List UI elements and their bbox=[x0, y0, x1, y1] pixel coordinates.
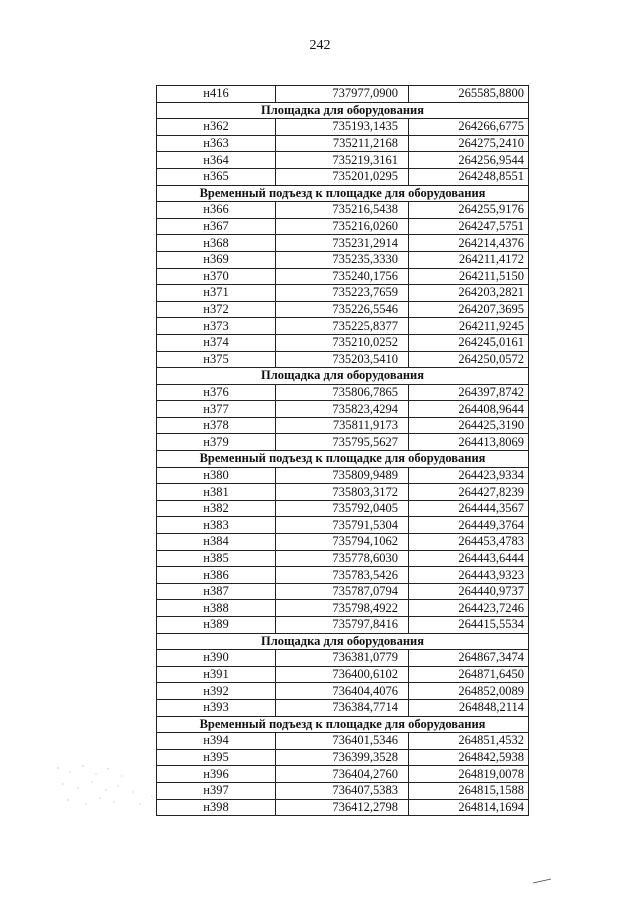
x-coordinate-cell: 736401,5346 bbox=[276, 733, 409, 750]
point-id-cell: н389 bbox=[157, 617, 276, 634]
y-coordinate-cell: 264207,3695 bbox=[409, 301, 529, 318]
point-id-cell: н374 bbox=[157, 334, 276, 351]
x-coordinate-cell: 735803,3172 bbox=[276, 484, 409, 501]
y-coordinate-cell: 264211,4172 bbox=[409, 251, 529, 268]
table-row bbox=[157, 467, 529, 484]
point-id-cell: н387 bbox=[157, 583, 276, 600]
x-coordinate-cell: 736400,6102 bbox=[276, 666, 409, 683]
table-row bbox=[157, 484, 529, 501]
table-row bbox=[157, 766, 529, 783]
x-coordinate-cell: 735811,9173 bbox=[276, 417, 409, 434]
x-coordinate-cell: 736404,2760 bbox=[276, 766, 409, 783]
y-coordinate-cell: 264415,5534 bbox=[409, 617, 529, 634]
y-coordinate-cell: 264245,0161 bbox=[409, 334, 529, 351]
table-row bbox=[157, 500, 529, 517]
y-coordinate-cell: 264819,0078 bbox=[409, 766, 529, 783]
y-coordinate-cell: 264867,3474 bbox=[409, 650, 529, 667]
y-coordinate-cell: 264408,9644 bbox=[409, 401, 529, 418]
x-coordinate-cell: 736399,3528 bbox=[276, 749, 409, 766]
table-row bbox=[157, 351, 529, 368]
point-id-cell: н364 bbox=[157, 152, 276, 169]
section-header-row bbox=[157, 633, 529, 650]
x-coordinate-cell: 735231,2914 bbox=[276, 235, 409, 252]
point-id-cell: н398 bbox=[157, 799, 276, 816]
point-id-cell: н366 bbox=[157, 202, 276, 219]
section-header-row bbox=[157, 368, 529, 385]
section-title: Временный подъезд к площадке для оборудования bbox=[157, 716, 529, 733]
y-coordinate-cell: 264444,3567 bbox=[409, 500, 529, 517]
y-coordinate-cell: 264449,3764 bbox=[409, 517, 529, 534]
table-row bbox=[157, 268, 529, 285]
point-id-cell: н395 bbox=[157, 749, 276, 766]
point-id-cell: н380 bbox=[157, 467, 276, 484]
section-title: Площадка для оборудования bbox=[157, 368, 529, 385]
y-coordinate-cell: 264852,0089 bbox=[409, 683, 529, 700]
table-row bbox=[157, 417, 529, 434]
table-row bbox=[157, 235, 529, 252]
page-number: 242 bbox=[309, 38, 331, 53]
table-row bbox=[157, 285, 529, 302]
x-coordinate-cell: 735791,5304 bbox=[276, 517, 409, 534]
point-id-cell: н367 bbox=[157, 218, 276, 235]
point-id-cell: н416 bbox=[157, 86, 276, 103]
y-coordinate-cell: 264425,3190 bbox=[409, 417, 529, 434]
point-id-cell: н363 bbox=[157, 135, 276, 152]
coordinates-table-body bbox=[157, 86, 529, 816]
point-id-cell: н390 bbox=[157, 650, 276, 667]
x-coordinate-cell: 736404,4076 bbox=[276, 683, 409, 700]
scan-mark bbox=[532, 878, 552, 884]
point-id-cell: н377 bbox=[157, 401, 276, 418]
x-coordinate-cell: 736407,5383 bbox=[276, 782, 409, 799]
point-id-cell: н383 bbox=[157, 517, 276, 534]
coordinates-table bbox=[156, 85, 529, 816]
section-title: Площадка для оборудования bbox=[157, 633, 529, 650]
section-title: Временный подъезд к площадке для оборудования bbox=[157, 451, 529, 468]
x-coordinate-cell: 735797,8416 bbox=[276, 617, 409, 634]
y-coordinate-cell: 264443,6444 bbox=[409, 550, 529, 567]
table-row bbox=[157, 119, 529, 136]
section-title: Временный подъезд к площадке для оборудования bbox=[157, 185, 529, 202]
table-row bbox=[157, 666, 529, 683]
y-coordinate-cell: 264815,1588 bbox=[409, 782, 529, 799]
x-coordinate-cell: 735794,1062 bbox=[276, 534, 409, 551]
point-id-cell: н378 bbox=[157, 417, 276, 434]
x-coordinate-cell: 735798,4922 bbox=[276, 600, 409, 617]
point-id-cell: н384 bbox=[157, 534, 276, 551]
y-coordinate-cell: 264423,9334 bbox=[409, 467, 529, 484]
x-coordinate-cell: 735783,5426 bbox=[276, 567, 409, 584]
x-coordinate-cell: 735240,1756 bbox=[276, 268, 409, 285]
table-row bbox=[157, 550, 529, 567]
x-coordinate-cell: 736384,7714 bbox=[276, 699, 409, 716]
x-coordinate-cell: 735223,7659 bbox=[276, 285, 409, 302]
table-row bbox=[157, 534, 529, 551]
x-coordinate-cell: 735216,0260 bbox=[276, 218, 409, 235]
y-coordinate-cell: 264248,8551 bbox=[409, 168, 529, 185]
x-coordinate-cell: 735809,9489 bbox=[276, 467, 409, 484]
y-coordinate-cell: 264256,9544 bbox=[409, 152, 529, 169]
y-coordinate-cell: 264851,4532 bbox=[409, 733, 529, 750]
x-coordinate-cell: 735216,5438 bbox=[276, 202, 409, 219]
section-header-row bbox=[157, 451, 529, 468]
point-id-cell: н375 bbox=[157, 351, 276, 368]
x-coordinate-cell: 736412,2798 bbox=[276, 799, 409, 816]
table-row bbox=[157, 152, 529, 169]
y-coordinate-cell: 265585,8800 bbox=[409, 86, 529, 103]
y-coordinate-cell: 264423,7246 bbox=[409, 600, 529, 617]
y-coordinate-cell: 264203,2821 bbox=[409, 285, 529, 302]
x-coordinate-cell: 735201,0295 bbox=[276, 168, 409, 185]
table-row bbox=[157, 334, 529, 351]
table-row bbox=[157, 749, 529, 766]
y-coordinate-cell: 264443,9323 bbox=[409, 567, 529, 584]
table-row bbox=[157, 401, 529, 418]
section-title: Площадка для оборудования bbox=[157, 102, 529, 119]
y-coordinate-cell: 264440,9737 bbox=[409, 583, 529, 600]
x-coordinate-cell: 735792,0405 bbox=[276, 500, 409, 517]
x-coordinate-cell: 735193,1435 bbox=[276, 119, 409, 136]
table-row bbox=[157, 782, 529, 799]
x-coordinate-cell: 735787,0794 bbox=[276, 583, 409, 600]
point-id-cell: н369 bbox=[157, 251, 276, 268]
table-row bbox=[157, 617, 529, 634]
y-coordinate-cell: 264453,4783 bbox=[409, 534, 529, 551]
table-row bbox=[157, 384, 529, 401]
table-row bbox=[157, 583, 529, 600]
y-coordinate-cell: 264848,2114 bbox=[409, 699, 529, 716]
y-coordinate-cell: 264275,2410 bbox=[409, 135, 529, 152]
table-row bbox=[157, 218, 529, 235]
x-coordinate-cell: 736381,0779 bbox=[276, 650, 409, 667]
table-row bbox=[157, 517, 529, 534]
y-coordinate-cell: 264427,8239 bbox=[409, 484, 529, 501]
table-row bbox=[157, 600, 529, 617]
y-coordinate-cell: 264255,9176 bbox=[409, 202, 529, 219]
point-id-cell: н391 bbox=[157, 666, 276, 683]
point-id-cell: н365 bbox=[157, 168, 276, 185]
y-coordinate-cell: 264211,9245 bbox=[409, 318, 529, 335]
y-coordinate-cell: 264211,5150 bbox=[409, 268, 529, 285]
table-row bbox=[157, 202, 529, 219]
table-row bbox=[157, 650, 529, 667]
table-row bbox=[157, 567, 529, 584]
y-coordinate-cell: 264397,8742 bbox=[409, 384, 529, 401]
x-coordinate-cell: 735219,3161 bbox=[276, 152, 409, 169]
table-row bbox=[157, 683, 529, 700]
y-coordinate-cell: 264266,6775 bbox=[409, 119, 529, 136]
point-id-cell: н371 bbox=[157, 285, 276, 302]
x-coordinate-cell: 735795,5627 bbox=[276, 434, 409, 451]
table-row bbox=[157, 318, 529, 335]
x-coordinate-cell: 735225,8377 bbox=[276, 318, 409, 335]
table-row bbox=[157, 699, 529, 716]
point-id-cell: н397 bbox=[157, 782, 276, 799]
point-id-cell: н392 bbox=[157, 683, 276, 700]
point-id-cell: н385 bbox=[157, 550, 276, 567]
y-coordinate-cell: 264814,1694 bbox=[409, 799, 529, 816]
table-row bbox=[157, 168, 529, 185]
section-header-row bbox=[157, 185, 529, 202]
table-row bbox=[157, 434, 529, 451]
x-coordinate-cell: 735210,0252 bbox=[276, 334, 409, 351]
point-id-cell: н396 bbox=[157, 766, 276, 783]
y-coordinate-cell: 264214,4376 bbox=[409, 235, 529, 252]
table-row bbox=[157, 86, 529, 103]
y-coordinate-cell: 264842,5938 bbox=[409, 749, 529, 766]
point-id-cell: н393 bbox=[157, 699, 276, 716]
x-coordinate-cell: 735211,2168 bbox=[276, 135, 409, 152]
table-row bbox=[157, 135, 529, 152]
y-coordinate-cell: 264413,8069 bbox=[409, 434, 529, 451]
point-id-cell: н370 bbox=[157, 268, 276, 285]
point-id-cell: н362 bbox=[157, 119, 276, 136]
point-id-cell: н381 bbox=[157, 484, 276, 501]
point-id-cell: н382 bbox=[157, 500, 276, 517]
y-coordinate-cell: 264871,6450 bbox=[409, 666, 529, 683]
point-id-cell: н368 bbox=[157, 235, 276, 252]
table-row bbox=[157, 301, 529, 318]
y-coordinate-cell: 264247,5751 bbox=[409, 218, 529, 235]
x-coordinate-cell: 735226,5546 bbox=[276, 301, 409, 318]
x-coordinate-cell: 735823,4294 bbox=[276, 401, 409, 418]
point-id-cell: н379 bbox=[157, 434, 276, 451]
table-row bbox=[157, 799, 529, 816]
y-coordinate-cell: 264250,0572 bbox=[409, 351, 529, 368]
x-coordinate-cell: 737977,0900 bbox=[276, 86, 409, 103]
point-id-cell: н372 bbox=[157, 301, 276, 318]
point-id-cell: н394 bbox=[157, 733, 276, 750]
point-id-cell: н376 bbox=[157, 384, 276, 401]
table-row bbox=[157, 733, 529, 750]
x-coordinate-cell: 735203,5410 bbox=[276, 351, 409, 368]
section-header-row bbox=[157, 102, 529, 119]
x-coordinate-cell: 735235,3330 bbox=[276, 251, 409, 268]
x-coordinate-cell: 735806,7865 bbox=[276, 384, 409, 401]
x-coordinate-cell: 735778,6030 bbox=[276, 550, 409, 567]
point-id-cell: н386 bbox=[157, 567, 276, 584]
table-row bbox=[157, 251, 529, 268]
scan-artifact bbox=[48, 760, 168, 810]
section-header-row bbox=[157, 716, 529, 733]
point-id-cell: н373 bbox=[157, 318, 276, 335]
point-id-cell: н388 bbox=[157, 600, 276, 617]
